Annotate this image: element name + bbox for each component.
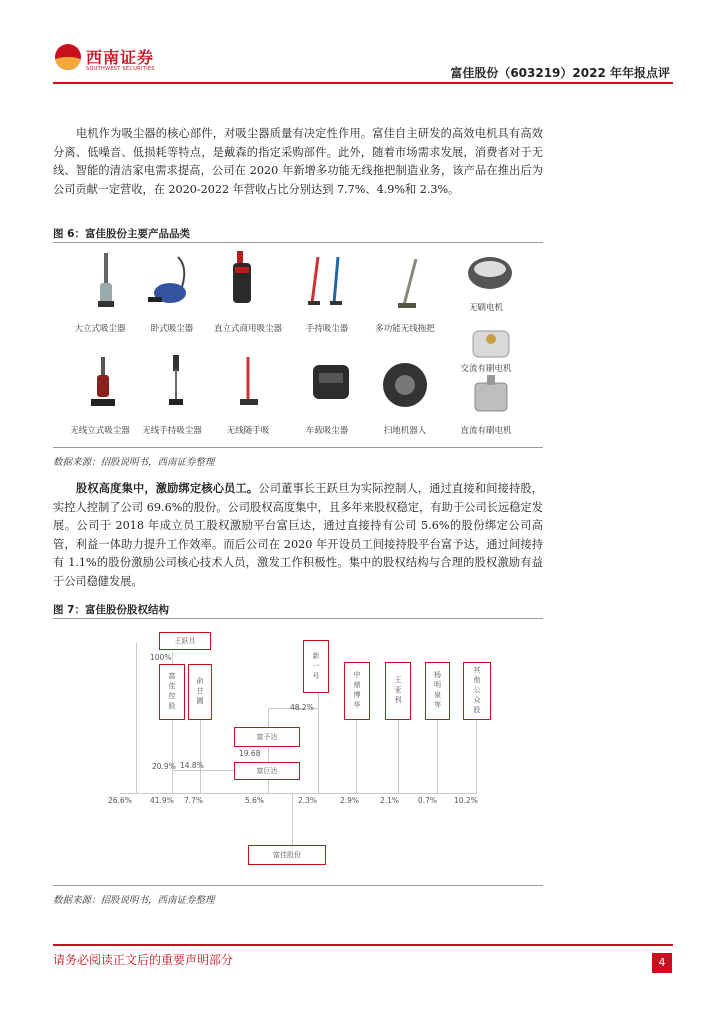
pct-fuyuda-fujuda: 19.68 bbox=[239, 749, 261, 758]
pct-direct-fuyuanli: 2.1% bbox=[380, 796, 400, 805]
box-fuyuda: 富予达 bbox=[234, 727, 300, 747]
figure7-title: 图 7：富佳股份股权结构 bbox=[53, 604, 169, 616]
pct-direct-yangming: 0.7% bbox=[418, 796, 438, 805]
pct-fuyu-fujuda: 14.8% bbox=[180, 761, 204, 770]
product-label: 无线手持吸尘器 bbox=[142, 426, 202, 436]
figure6-title: 图 6：富佳股份主要产品品类 bbox=[53, 228, 190, 240]
box-fuyuanli: 王亚利 bbox=[385, 662, 411, 720]
intro-text: 电机作为吸尘器的核心部件，对吸尘器质量有决定性作用。富佳自主研发的高效电机具有高效分离、低噪音、低损耗等特点，是戴森的指定采购部件。此外，随着市场需求发展，消费者对于无线、智能的清洁家电需求提高，公司在 2020 年新增多功能无线拖把制造业务，该产品在推出后为公司贡献一定营收，在 2020-2022 年营收占比分别达到 7.7%、4.9%和 2.3%。 bbox=[53, 127, 543, 196]
product-label: 无线立式吸尘器 bbox=[70, 426, 130, 436]
logo-subtext: SOUTHWEST SECURITIES bbox=[86, 66, 155, 72]
product-label: 多功能无线拖把 bbox=[375, 324, 435, 334]
box-others: 其他公众股 bbox=[463, 662, 491, 720]
pct-direct-holding: 41.9% bbox=[150, 796, 174, 805]
pct-controller-holding: 100% bbox=[150, 653, 172, 662]
equity-body: 公司董事长王跃旦为实际控制人，通过直接和间接持股，实控人控制了公司 69.6%的股份。公司股权高度集中，且多年来股权稳定，有助于公司长远稳定发展。公司于 2018 年成立员工股权激励平台富巨达，通过直接持有公司 5.6%的股份绑定公司高管，利益一体助力提升工作效率。而后公司在 2020 年开设员工间接持股平台富予达，通过间接持有 1.1%的股份激励公司核心技术人员，激发工作积极性。集中的股权结构与合理的股权激励有益于公司稳健发展。 bbox=[53, 482, 543, 588]
product-label: 车载吸尘器 bbox=[305, 426, 349, 436]
box-company: 富佳股份 bbox=[248, 845, 326, 865]
product-label: 无刷电机 bbox=[468, 303, 503, 313]
pct-xinyihao-fuyuda: 48.2% bbox=[290, 703, 314, 712]
footer-rule bbox=[53, 944, 673, 946]
box-xinyihao: 新一号 bbox=[303, 640, 329, 693]
pct-direct-controller: 26.6% bbox=[108, 796, 132, 805]
box-controller: 王跃旦 bbox=[159, 632, 211, 650]
pct-direct-fujuda: 5.6% bbox=[245, 796, 265, 805]
pct-direct-zhongding: 2.9% bbox=[340, 796, 360, 805]
pct-controller-fujuda: 20.9% bbox=[152, 762, 176, 771]
product-label: 卧式吸尘器 bbox=[150, 324, 194, 334]
logo-text: 西南证券 bbox=[86, 48, 155, 67]
product-label: 直流有刷电机 bbox=[460, 426, 512, 436]
box-fuyu: 俞甘圃 bbox=[188, 664, 212, 720]
report-title: 富佳股份（603219）2022 年年报点评 bbox=[450, 66, 670, 80]
equity-lead: 股权高度集中，激励绑定核心员工。 bbox=[76, 481, 259, 495]
box-zhongding: 中鼎博华 bbox=[344, 662, 370, 720]
box-yangming: 杨明泉等 bbox=[425, 662, 450, 720]
page-number: 4 bbox=[652, 953, 672, 973]
product-label: 直立式商用吸尘器 bbox=[213, 324, 282, 334]
figure6-source: 数据来源：招股说明书，西南证券整理 bbox=[53, 457, 215, 468]
pct-direct-fuyu: 7.7% bbox=[184, 796, 204, 805]
box-fujuda: 富巨达 bbox=[234, 762, 300, 780]
product-label: 扫地机器人 bbox=[383, 426, 427, 436]
product-label: 手持吸尘器 bbox=[305, 324, 349, 334]
pct-direct-xinyihao: 2.3% bbox=[298, 796, 318, 805]
disclaimer-note: 请务必阅读正文后的重要声明部分 bbox=[53, 953, 234, 967]
product-label: 无线随手吸 bbox=[226, 426, 270, 436]
box-fujia-holding: 富佳控股 bbox=[159, 664, 185, 720]
product-label: 交流有刷电机 bbox=[460, 364, 512, 374]
figure7-source: 数据来源：招股说明书，西南证券整理 bbox=[53, 895, 215, 906]
pct-direct-others: 10.2% bbox=[454, 796, 478, 805]
product-label: 大立式吸尘器 bbox=[74, 324, 126, 334]
figure7-bottom-rule bbox=[53, 885, 543, 886]
